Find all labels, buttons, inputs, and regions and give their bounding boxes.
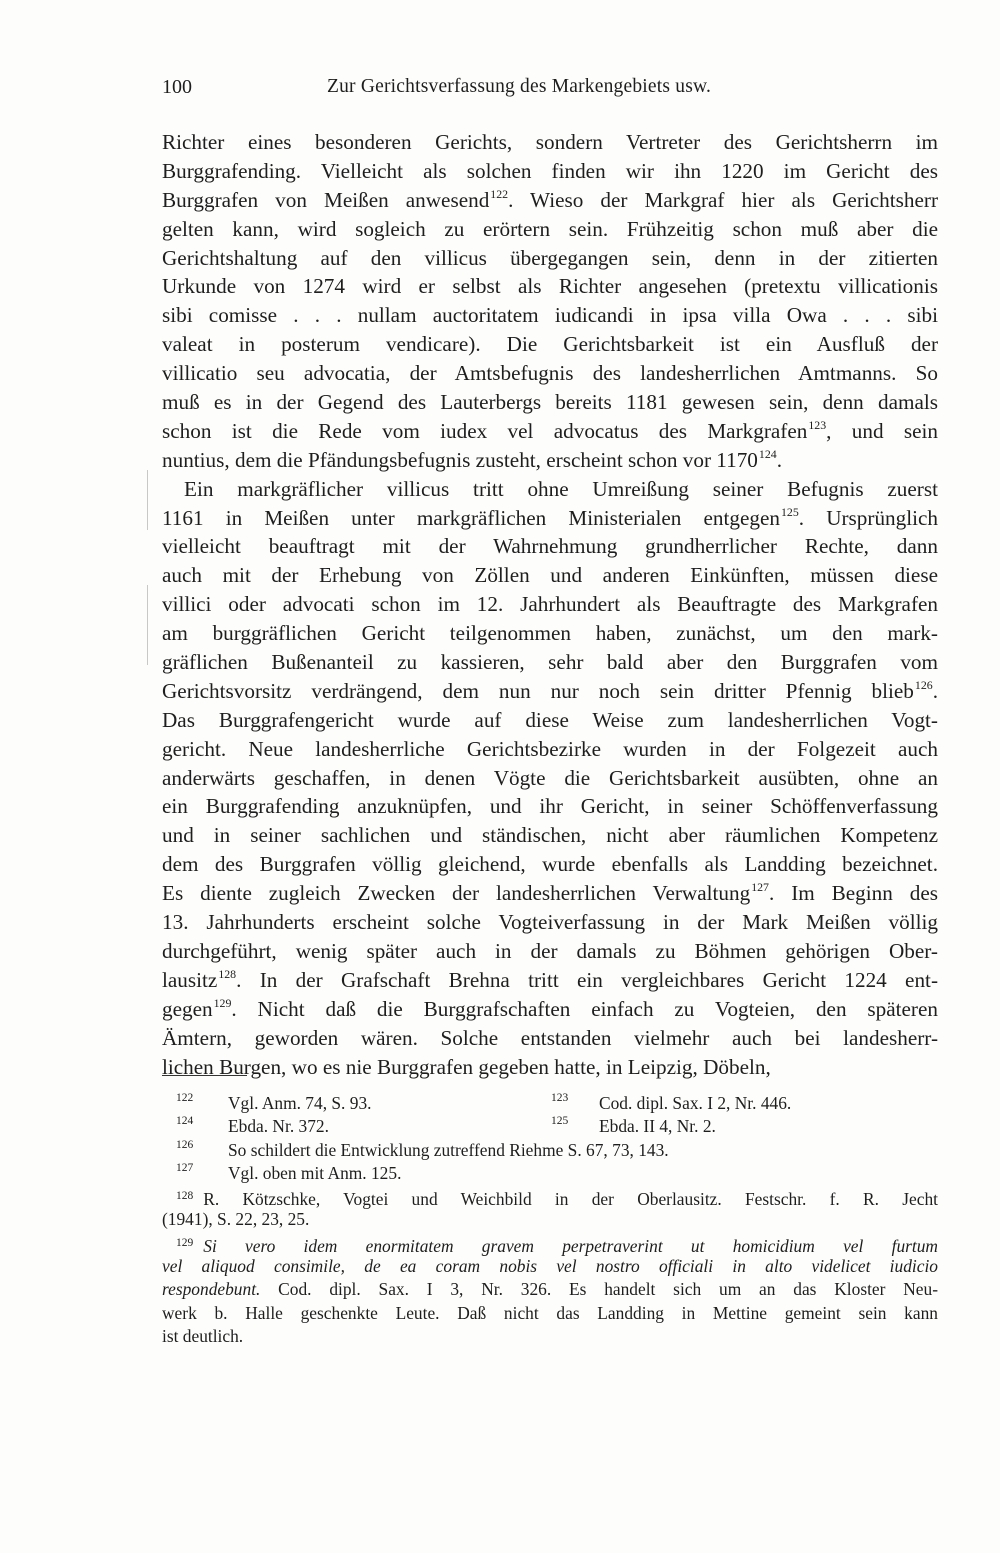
line-text: 13. Jahrhunderts erscheint solche Vogteiverfassung in der Mark Meißen völlig [162, 910, 938, 935]
line-text: und in seiner sachlichen und ständischen, nicht aber räumlichen Kompetenz [162, 823, 938, 848]
text-line [162, 590, 938, 619]
text-line [162, 1053, 938, 1082]
page-header-title: Zur Gerichtsverfassung des Markengebiets usw. [327, 76, 712, 97]
footnote-number: 126 [176, 1138, 194, 1151]
text-line [162, 301, 938, 330]
footnote-reference: 125 [780, 504, 799, 519]
line-text: nuntius, dem die Pfändungsbefugnis zusteht, erscheint schon vor 1170 [162, 447, 758, 472]
line-text: . Wieso der Markgraf hier als Gerichtsherr [508, 187, 938, 212]
footnote-reference: 128 [218, 966, 237, 981]
line-text: lausitz [162, 967, 218, 992]
line-text: villicatio seu advocatia, der Amtsbefugnis des landesherrlichen Amtmanns. So [162, 361, 938, 386]
text-line [162, 908, 938, 937]
footnote-text: Cod. dipl. Sax. I 3, Nr. 326. Es handelt sich um an das Kloster Neu- [260, 1279, 938, 1300]
text-line [162, 677, 938, 706]
text-line [162, 388, 938, 417]
footnote-line: ist deutlich. [162, 1325, 244, 1346]
text-line [162, 706, 938, 735]
line-text: gegen [162, 996, 213, 1021]
line-text: villici oder advocati schon im 12. Jahrhundert als Beauftragte des Markgrafen [162, 592, 938, 617]
line-text: Ein markgräflicher villicus tritt ohne Umreißung seiner Befugnis zuerst [184, 476, 938, 501]
latin-quote: Si vero idem enormitatem gravem perpetraverint ut homicidium vel furtum [203, 1235, 938, 1256]
text-line [162, 619, 938, 648]
footnote-text: So schildert die Entwicklung zutreffend Riehme S. 67, 73, 143. [228, 1139, 669, 1160]
footnote-line [162, 1185, 938, 1208]
footnote-line: werk b. Halle geschenkte Leute. Daß nicht das Landding in Mettine gemeint sein kann [162, 1302, 938, 1323]
footnote-reference: 124 [758, 446, 777, 461]
footnotes [162, 1092, 938, 1348]
line-text: lichen Burgen, wo es nie Burggrafen gegeben hatte, in Leipzig, Döbeln, [162, 1054, 771, 1079]
footnote-number: 128 [176, 1190, 194, 1203]
footnote-row [162, 1092, 938, 1115]
footnote-number: 122 [176, 1092, 194, 1104]
footnote-text: Ebda. II 4, Nr. 2. [599, 1116, 716, 1137]
line-text: gelten kann, wird sogleich zu erörtern sein. Frühzeitig schon muß aber die [162, 216, 938, 241]
text-line [162, 1024, 938, 1053]
footnote-line: (1941), S. 22, 23, 25. [162, 1209, 310, 1230]
footnote-line [162, 1232, 938, 1255]
text-line [162, 937, 938, 966]
text-line [162, 764, 938, 793]
text-line [162, 821, 938, 850]
text-line [162, 879, 938, 908]
line-text: auch mit der Erhebung von Zöllen und anderen Einkünften, müssen diese [162, 563, 938, 588]
running-head [162, 72, 938, 102]
footnote-number: 125 [551, 1115, 569, 1128]
footnote-rule [162, 1075, 247, 1076]
line-text: 1161 in Meißen unter markgräflichen Ministerialen entgegen [162, 505, 780, 530]
line-text: am burggräflichen Gericht teilgenommen haben, zunächst, um den mark- [162, 621, 938, 646]
line-text: Richter eines besonderen Gerichts, sondern Vertreter des Gerichtsherrn im [162, 130, 938, 154]
line-text: . Nicht daß die Burggrafschaften einfach zu Vogteien, den späteren [231, 996, 938, 1021]
footnote-text: R. Kötzschke, Vogtei und Weichbild in der Oberlausitz. Festschr. f. R. Jecht [203, 1189, 938, 1210]
line-text: vielleicht beauftragt mit der Wahrnehmung grundherrlicher Rechte, dann [162, 534, 938, 559]
line-text: durchgeführt, wenig später auch in der damals zu Böhmen gehörigen Ober- [162, 938, 938, 963]
footnote-text: Ebda. Nr. 372. [228, 1116, 329, 1137]
text-line [162, 850, 938, 879]
footnote-number: 124 [176, 1115, 194, 1128]
latin-quote: respondebunt. [162, 1279, 261, 1300]
line-text: ein Burggrafending anzuknüpfen, und ihr Gericht, in seiner Schöffenverfassung [162, 794, 938, 819]
text-line [162, 417, 938, 446]
footnote-number: 129 [176, 1236, 194, 1249]
text-line [162, 330, 938, 359]
footnote-text: Vgl. Anm. 74, S. 93. [228, 1093, 372, 1113]
text-line [162, 966, 938, 995]
line-text: muß es in der Gegend des Lauterbergs bereits 1181 gewesen sein, denn damals [162, 390, 938, 415]
line-text: Urkunde von 1274 wird er selbst als Richter angesehen (pretextu villicationis [162, 274, 938, 299]
margin-mark [147, 585, 148, 665]
line-text: dem des Burggrafen völlig gleichend, wurde ebenfalls als Landding bezeichnet. [162, 852, 938, 877]
line-text: Ämtern, geworden wären. Solche entstanden vielmehr auch bei landesherr- [162, 1025, 938, 1050]
footnote-reference: 126 [914, 678, 933, 693]
text-line [162, 157, 938, 186]
footnote-number: 127 [176, 1161, 194, 1174]
line-text: sibi comisse . . . nullam auctoritatem iudicandi in ipsa villa Owa . . . sibi [162, 303, 938, 328]
line-text: anderwärts geschaffen, in denen Vögte die Gerichtsbarkeit ausübten, ohne an [162, 765, 938, 790]
text-line [162, 995, 938, 1024]
body-text [162, 128, 938, 1081]
footnote-row [162, 1139, 938, 1162]
text-line [162, 244, 938, 273]
line-text: Burggrafending. Vielleicht als solchen finden wir ihn 1220 im Gericht des [162, 158, 938, 183]
page-number: 100 [162, 76, 192, 98]
line-text: gericht. Neue landesherrliche Gerichtsbezirke wurden in der Folgezeit auch [162, 736, 938, 761]
line-text: . Ursprünglich [798, 505, 938, 530]
line-text: gräflichen Bußenanteil zu kassieren, sehr bald aber den Burggrafen vom [162, 650, 938, 675]
latin-quote: vel aliquod consimile, de ea coram nobis vel nostro officiali in alto videlicet iudicio [162, 1256, 938, 1277]
margin-mark [147, 470, 148, 530]
line-text: . [932, 678, 938, 703]
text-line [162, 475, 938, 504]
footnote-reference: 123 [808, 418, 827, 433]
footnote-text: Vgl. oben mit Anm. 125. [228, 1162, 402, 1183]
footnote-number: 123 [551, 1092, 569, 1104]
footnote-reference: 129 [213, 995, 232, 1010]
text-line [162, 186, 938, 215]
text-line [162, 272, 938, 301]
line-text: valeat in posterum vendicare). Die Gerichtsbarkeit ist ein Ausfluß der [162, 332, 938, 357]
text-line [162, 648, 938, 677]
line-text: schon ist die Rede vom iudex vel advocatus des Markgrafen [162, 418, 808, 443]
text-line [162, 735, 938, 764]
line-text: . In der Grafschaft Brehna tritt ein vergleichbares Gericht 1224 ent- [236, 967, 938, 992]
footnote-row [162, 1115, 938, 1138]
line-text: Das Burggrafengericht wurde auf diese Weise zum landesherrlichen Vogt- [162, 707, 938, 732]
line-text: . [776, 447, 782, 472]
footnote-reference: 127 [751, 880, 769, 895]
footnote-line [162, 1255, 938, 1278]
text-line [162, 446, 938, 475]
line-text: Gerichtsvorsitz verdrängend, dem nun nur noch sein dritter Pfennig blieb [162, 678, 914, 703]
line-text: Es diente zugleich Zwecken der landesherrlichen Verwaltung [162, 881, 751, 906]
line-text: , und sein [826, 418, 938, 443]
text-line [162, 504, 938, 533]
footnote-row [162, 1162, 938, 1185]
text-line [162, 792, 938, 821]
line-text: Gerichtshaltung auf den villicus übergegangen sein, denn in der zitierten [162, 245, 938, 270]
text-line [162, 128, 938, 157]
line-text: Burggrafen von Meißen anwesend [162, 187, 490, 212]
text-line [162, 359, 938, 388]
line-text: . Im Beginn des [768, 881, 938, 906]
text-line [162, 532, 938, 561]
footnote-text: Cod. dipl. Sax. I 2, Nr. 446. [599, 1093, 792, 1113]
footnote-line [162, 1278, 938, 1301]
text-line [162, 215, 938, 244]
text-line [162, 561, 938, 590]
footnote-reference: 122 [490, 186, 509, 201]
